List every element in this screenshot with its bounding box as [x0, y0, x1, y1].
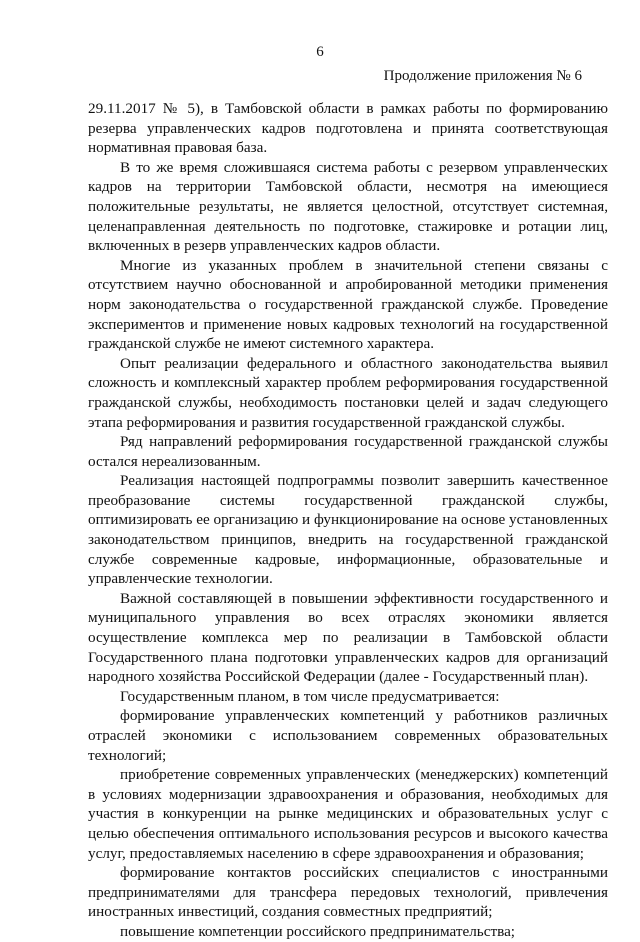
paragraph: Важной составляющей в повышении эффективности государственного и муниципального управления во всех отраслях экономики является осуществление комплекса мер по реализации в Тамбовской области Государственного плана подготовки управленческих кадров для организаций народного хозяйства Российской Федерации (далее - Государственный план). — [88, 589, 608, 686]
list-item: формирование управленческих компетенций у работников различных отраслей экономики с использованием современных образовательных технологий; — [88, 707, 608, 764]
paragraph: В то же время сложившаяся система работы с резервом управленческих кадров на территории Тамбовской области, несмотря на имеющиеся положительные результаты, не является целостной, отсутствует системная, целенаправленная деятельность по подготовке, стажировке и ротации лиц, включенных в резерв управленческих кадров области. — [88, 158, 608, 255]
paragraph: Реализация настоящей подпрограммы позволит завершить качественное преобразование системы государственной гражданской службы, оптимизировать ее организацию и функционирование на основе установленных законодательством принципов, внедрить на государственной гражданской службе современные кадровые, информационные, образовательные и управленческие технологии. — [88, 472, 609, 588]
list-item: повышение компетенции российского предпринимательства; — [120, 922, 516, 940]
list-item: формирование контактов российских специалистов с иностранными предпринимателями для трансфера передовых технологий, привлечения иностранных инвестиций, создания совместных предприятий; — [88, 864, 608, 921]
page-number: 6 — [316, 44, 324, 60]
paragraph: Государственным планом, в том числе предусматривается: — [120, 687, 500, 705]
document-body — [88, 99, 608, 942]
appendix-continuation-label: Продолжение приложения № 6 — [383, 68, 582, 84]
list-item: приобретение современных управленческих (менеджерских) компетенций в условиях модернизации здравоохранения и образования, необходимых для участия в конкуренции на рынке медицинских и образовательных услуг с целью обеспечения оптимального использования ресурсов и высокого качества услуг, предоставляемых населению в сфере здравоохранения и образования; — [88, 766, 608, 862]
paragraph: Опыт реализации федерального и областного законодательства выявил сложность и комплексный характер проблем реформирования государственной гражданской службы, необходимость постановки целей и задач следующего этапа реформирования и развития государственной гражданской службы. — [88, 354, 608, 431]
paragraph: Многие из указанных проблем в значительной степени связаны с отсутствием научно обоснованной и апробированной методики применения норм законодательства о государственной гражданской службе. Проведение экспериментов и применение новых кадровых технологий на государственной гражданской службе не имеют системного характера. — [88, 256, 608, 353]
paragraph: Ряд направлений реформирования государственной гражданской службы остался нереализованным. — [88, 433, 608, 470]
paragraph: 29.11.2017 № 5), в Тамбовской области в рамках работы по формированию резерва управленческих кадров подготовлена и принята соответствующая нормативная правовая база. — [88, 100, 608, 157]
